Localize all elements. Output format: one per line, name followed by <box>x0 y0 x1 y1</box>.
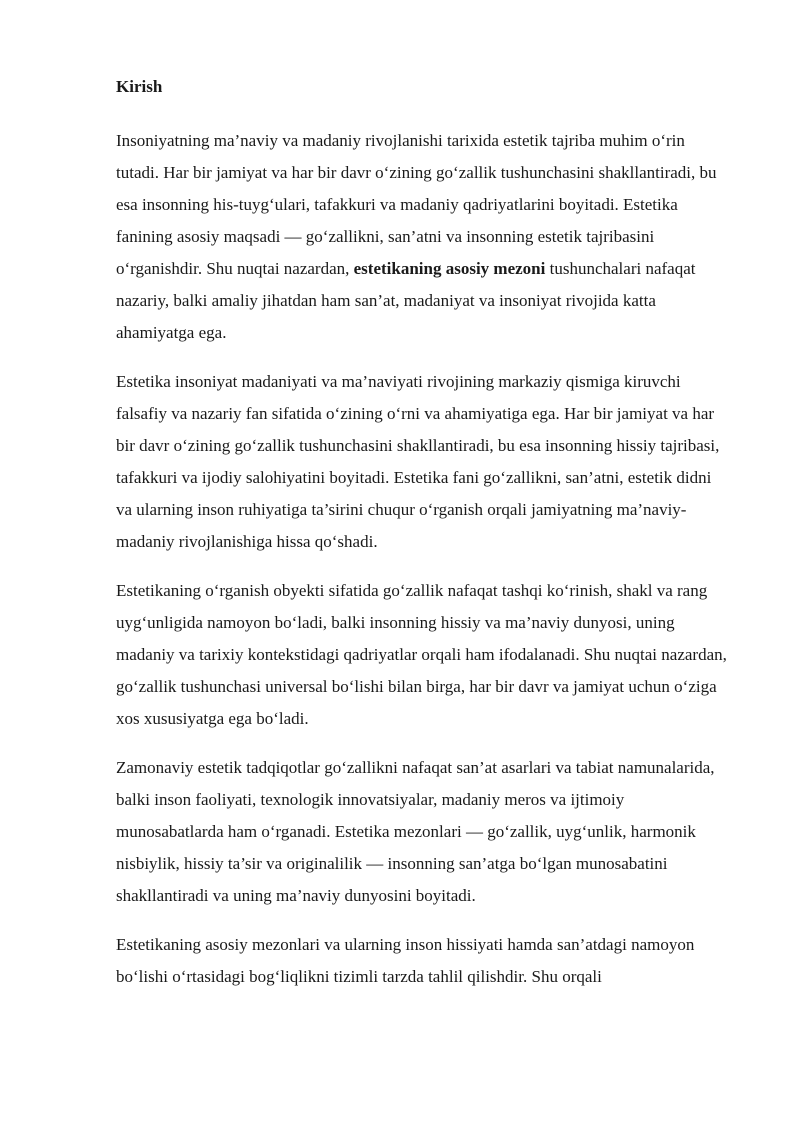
paragraph-5: Estetikaning asosiy mezonlari va ularning inson hissiyati hamda san’atdagi namoyon bo‘lishi o‘rtasidagi bog‘liqlikni tizimli tarzda tahlil qilishdir. Shu orqali <box>116 935 695 986</box>
paragraph-2: Estetika insoniyat madaniyati va ma’naviyati rivojining markaziy qismiga kiruvchi falsafiy va nazariy fan sifatida o‘zining o‘rni va ahamiyatiga ega. Har bir jamiyat va har bir davr o‘zining go‘zallik tushunchasini shakllantiradi, bu esa insonning hissiy tajribasi, tafakkuri va ijodiy salohiyatini boyitadi. Estetika fani go‘zallikni, san’atni, estetik didni va ularning inson ruhiyatiga ta’sirini chuqur o‘rganish orqali jamiyatning ma’naviy-madaniy rivojlanishiga hissa qo‘shadi. <box>116 372 720 551</box>
paragraph-1 <box>116 125 728 349</box>
paragraph-3: Estetikaning o‘rganish obyekti sifatida go‘zallik nafaqat tashqi ko‘rinish, shakl va rang uyg‘unligida namoyon bo‘ladi, balki insonning hissiy va ma’naviy dunyosi, uning madaniy va tarixiy kontekstidagi qadriyatlar orqali ham ifodalanadi. Shu nuqtai nazardan, go‘zallik tushunchasi universal bo‘lishi bilan birga, har bir davr va jamiyat uchun o‘ziga xos xususiyatga ega bo‘ladi. <box>116 581 727 728</box>
document-body <box>116 74 728 1010</box>
paragraph-1-bold-term: estetikaning asosiy mezoni <box>353 259 546 278</box>
section-heading: Kirish <box>116 77 163 96</box>
paragraph-1-text-start: Insoniyatning ma’naviy va madaniy rivojlanishi tarixida estetik tajriba muhim o‘rin tutadi. Har bir jamiyat va har bir davr o‘zining go‘zallik tushunchasini shakllantiradi, bu esa insonning his-tuyg‘ulari, tafakkuri va madaniy qadriyatlarini boyitadi. Estetika fanining asosiy maqsadi — go‘zallikni, san’atni va insonning estetik tajribasini o‘rganishdir. Shu nuqtai nazardan, <box>116 131 717 278</box>
paragraph-4: Zamonaviy estetik tadqiqotlar go‘zallikni nafaqat san’at asarlari va tabiat namunalarida, balki inson faoliyati, texnologik innovatsiyalar, madaniy meros va ijtimoiy munosabatlarda ham o‘rganadi. Estetika mezonlari — go‘zallik, uyg‘unlik, harmonik nisbiylik, hissiy ta’sir va originalilik — insonning san’atga bo‘lgan munosabatini shakllantiradi va uning ma’naviy dunyosini boyitadi. <box>116 758 715 905</box>
paragraph-1-text-end: tushunchalari nafaqat nazariy, balki amaliy jihatdan ham san’at, madaniyat va insoniyat rivojida katta ahamiyatga ega. <box>116 259 696 342</box>
